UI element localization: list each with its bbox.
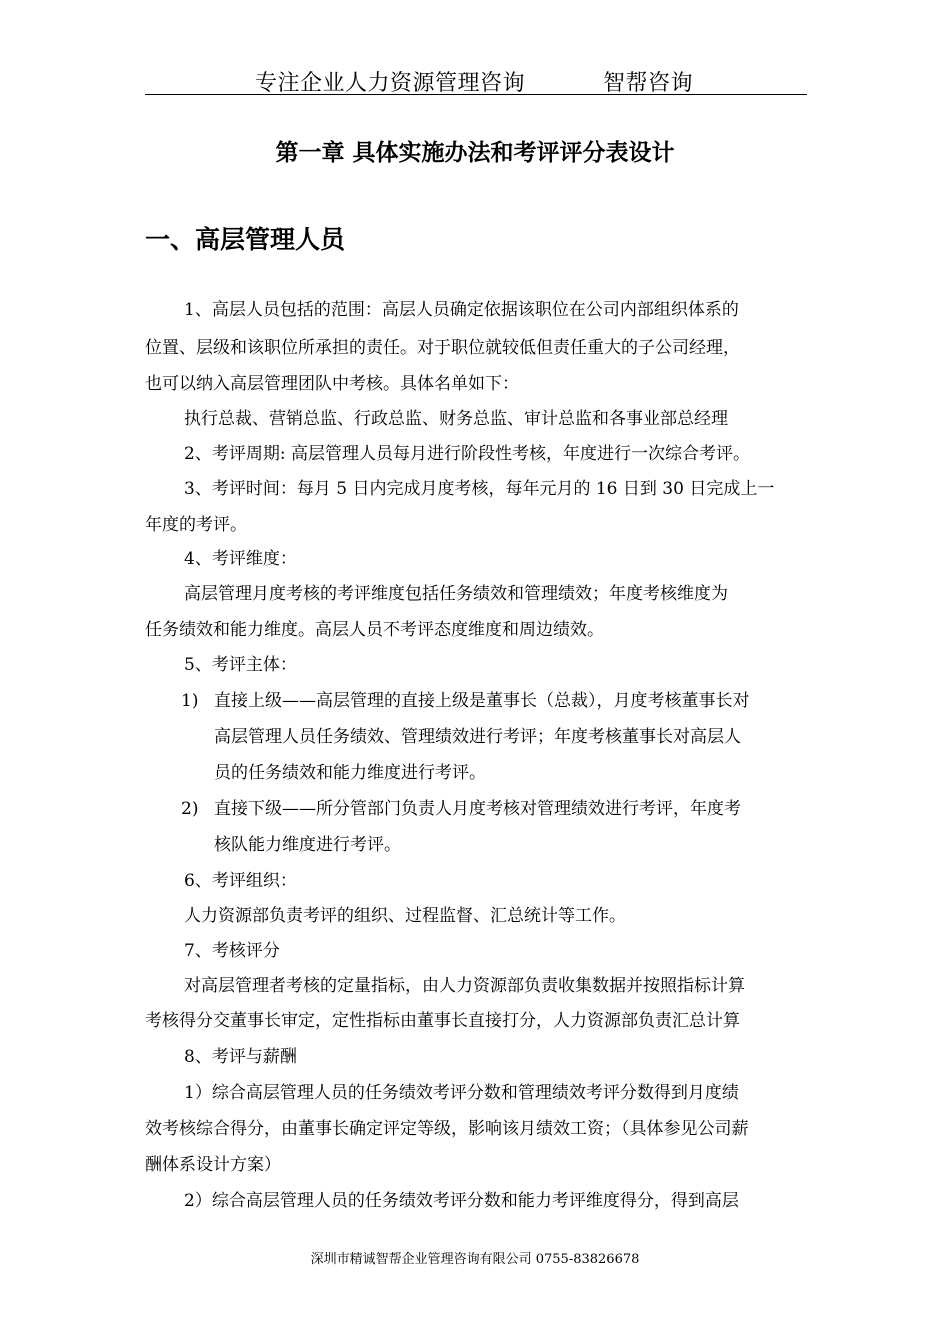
paragraph-line: 效考核综合得分，由董事长确定评定等级，影响该月绩效工资；（具体参见公司薪 [145, 1119, 749, 1139]
paragraph-line: 2）综合高层管理人员的任务绩效考评分数和能力考评维度得分，得到高层 [184, 1191, 739, 1211]
paragraph-line: 直接下级——所分管部门负责人月度考核对管理绩效进行考评，年度考 [214, 799, 741, 819]
paragraph-line: 人力资源部负责考评的组织、过程监督、汇总统计等工作。 [184, 906, 626, 926]
paragraph-line: 1）综合高层管理人员的任务绩效考评分数和管理绩效考评分数得到月度绩 [184, 1083, 739, 1103]
paragraph-line: 直接上级——高层管理的直接上级是董事长（总裁），月度考核董事长对 [214, 691, 750, 711]
section-title: 一、高层管理人员 [145, 225, 346, 254]
paragraph-line: 高层管理月度考核的考评维度包括任务绩效和管理绩效；年度考核维度为 [184, 584, 728, 604]
paragraph-line: 考核得分交董事长审定，定性指标由董事长直接打分，人力资源部负责汇总计算 [145, 1011, 740, 1031]
header-slogan: 专注企业人力资源管理咨询 [255, 71, 526, 96]
paragraph-line: 任务绩效和能力维度。高层人员不考评态度维度和周边绩效。 [145, 620, 604, 640]
paragraph-line: 3、考评时间：每月 5 日内完成月度考核，每年元月的 16 日到 30 日完成上一 [184, 479, 775, 499]
paragraph-line: 高层管理人员任务绩效、管理绩效进行考评；年度考核董事长对高层人 [214, 727, 741, 747]
page-header [145, 62, 807, 95]
paragraph-line: 5、考评主体： [184, 655, 297, 675]
paragraph-line: 1、高层人员包括的范围：高层人员确定依据该职位在公司内部组织体系的 [184, 300, 739, 320]
paragraph-line: 核队能力维度进行考评。 [214, 835, 401, 855]
list-marker: 2) [181, 799, 199, 819]
paragraph-line: 6、考评组织： [184, 871, 297, 891]
paragraph-line: 年度的考评。 [145, 515, 247, 535]
paragraph-line: 也可以纳入高层管理团队中考核。具体名单如下： [145, 374, 519, 394]
paragraph-line: 位置、层级和该职位所承担的责任。对于职位就较低但责任重大的子公司经理， [145, 338, 740, 358]
paragraph-line: 4、考评维度： [184, 549, 297, 569]
page-footer: 深圳市精诚智帮企业管理咨询有限公司 0755-83826678 [310, 1252, 640, 1267]
paragraph-line: 酬体系设计方案） [145, 1155, 281, 1175]
paragraph-line: 对高层管理者考核的定量指标，由人力资源部负责收集数据并按照指标计算 [184, 976, 745, 996]
paragraph-line: 7、考核评分 [184, 941, 280, 961]
paragraph-line: 执行总裁、营销总监、行政总监、财务总监、审计总监和各事业部总经理 [184, 409, 728, 429]
header-brand: 智帮咨询 [603, 71, 694, 96]
paragraph-line: 8、考评与薪酬 [184, 1047, 297, 1067]
paragraph-line: 2、考评周期: 高层管理人员每月进行阶段性考核，年度进行一次综合考评。 [184, 444, 750, 464]
chapter-title: 第一章 具体实施办法和考评评分表设计 [275, 139, 675, 166]
list-marker: 1) [181, 691, 199, 711]
paragraph-line: 员的任务绩效和能力维度进行考评。 [214, 763, 486, 783]
